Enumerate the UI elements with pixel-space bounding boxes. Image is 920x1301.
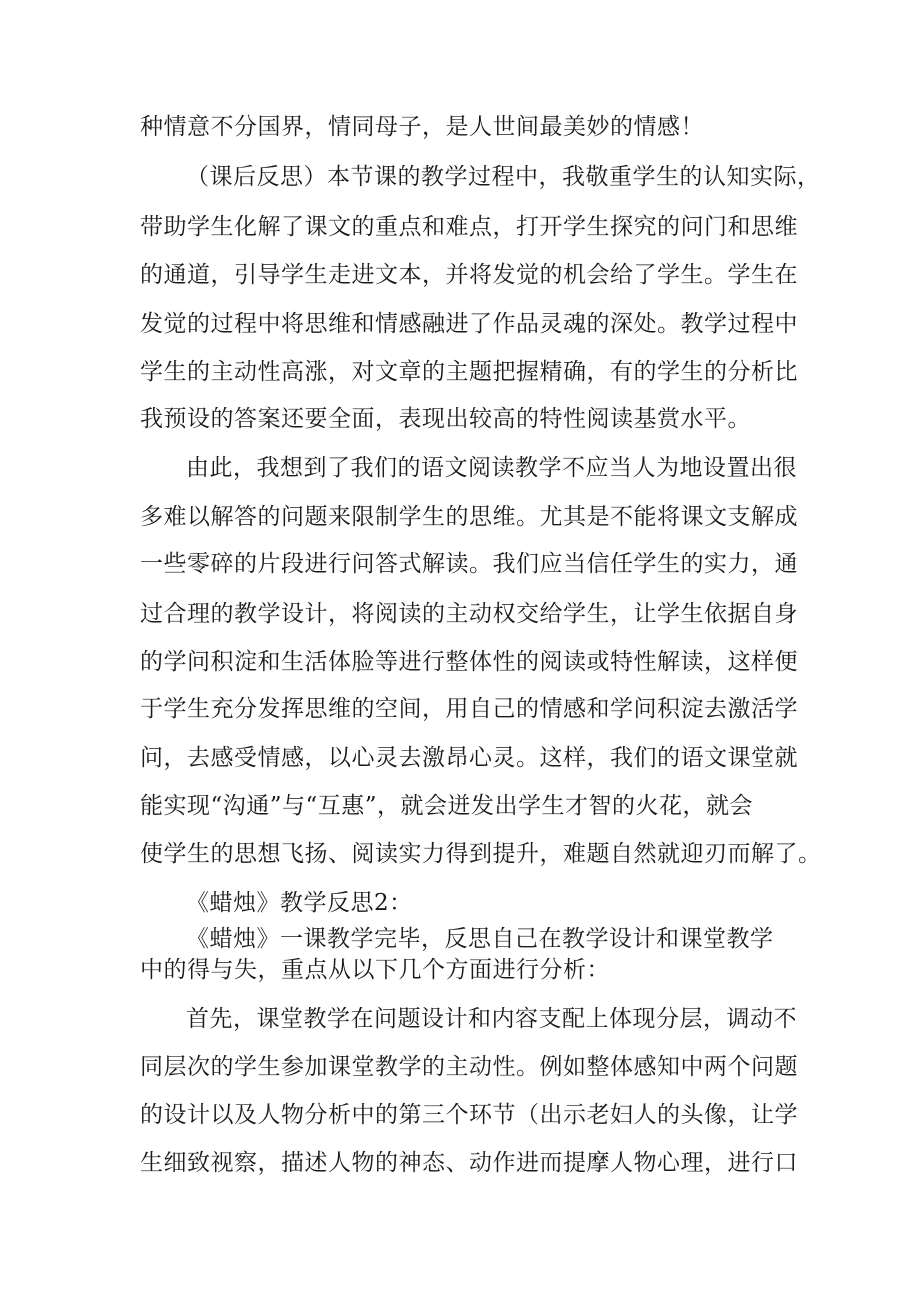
text-line: 使学生的思想飞扬、阅读实力得到提升，难题自然就迎刃而解了。 [140, 841, 822, 867]
section-heading: 《蜡烛》教学反思2： [186, 890, 413, 916]
text-line: 过合理的教学设计，将阅读的主动权交给学生，让学生依据自身 [140, 601, 798, 627]
text-line: 中的得与失，重点从以下几个方面进行分析： [140, 957, 610, 983]
text-line: 问，去感受情感，以心灵去激昂心灵。这样，我们的语文课堂就 [140, 745, 798, 771]
text-line: 《蜡烛》一课教学完毕，反思自己在教学设计和课堂教学 [186, 926, 774, 952]
text-line: 的设计以及人物分析中的第三个环节（出示老妇人的头像，让学 [140, 1102, 798, 1128]
text-line: 我预设的答案还要全面，表现出较高的特性阅读基赏水平。 [140, 406, 751, 432]
text-line: 的学问积淀和生活体脸等进行整体性的阅读或特性解读，这样便 [140, 649, 798, 675]
text-line: 能实现“沟通”与“互惠”，就会迸发出学生才智的火花，就会 [140, 793, 754, 819]
text-line: 由此，我想到了我们的语文阅读教学不应当人为地设置出很 [186, 455, 797, 481]
text-line: 生细致视察，描述人物的神态、动作进而提摩人物心理，进行口 [140, 1150, 798, 1176]
text-line: 种情意不分国界，情同母子，是人世间最美妙的情感！ [140, 114, 704, 140]
text-line: 首先，课堂教学在问题设计和内容支配上体现分层，调动不 [186, 1006, 797, 1032]
text-line: 的通道，引导学生走进文本，并将发觉的机会给了学生。学生在 [140, 262, 798, 288]
text-line: （课后反思）本节课的教学过程中，我敬重学生的认知实际， [186, 164, 821, 190]
text-line: 带助学生化解了课文的重点和难点，打开学生探究的问门和思维 [140, 214, 798, 240]
text-line: 一些零碎的片段进行问答式解读。我们应当信任学生的实力，通 [140, 551, 798, 577]
text-line: 学生的主动性高涨，对文章的主题把握精确，有的学生的分析比 [140, 359, 798, 385]
text-line: 于学生充分发挥思维的空间，用自己的情感和学问积淀去激活学 [140, 696, 798, 722]
text-line: 同层次的学生参加课堂教学的主动性。例如整体感知中两个问题 [140, 1054, 798, 1080]
text-line: 多难以解答的问题来限制学生的思维。尤其是不能将课文支解成 [140, 504, 798, 530]
text-line: 发觉的过程中将思维和情感融进了作品灵魂的深处。教学过程中 [140, 311, 798, 337]
